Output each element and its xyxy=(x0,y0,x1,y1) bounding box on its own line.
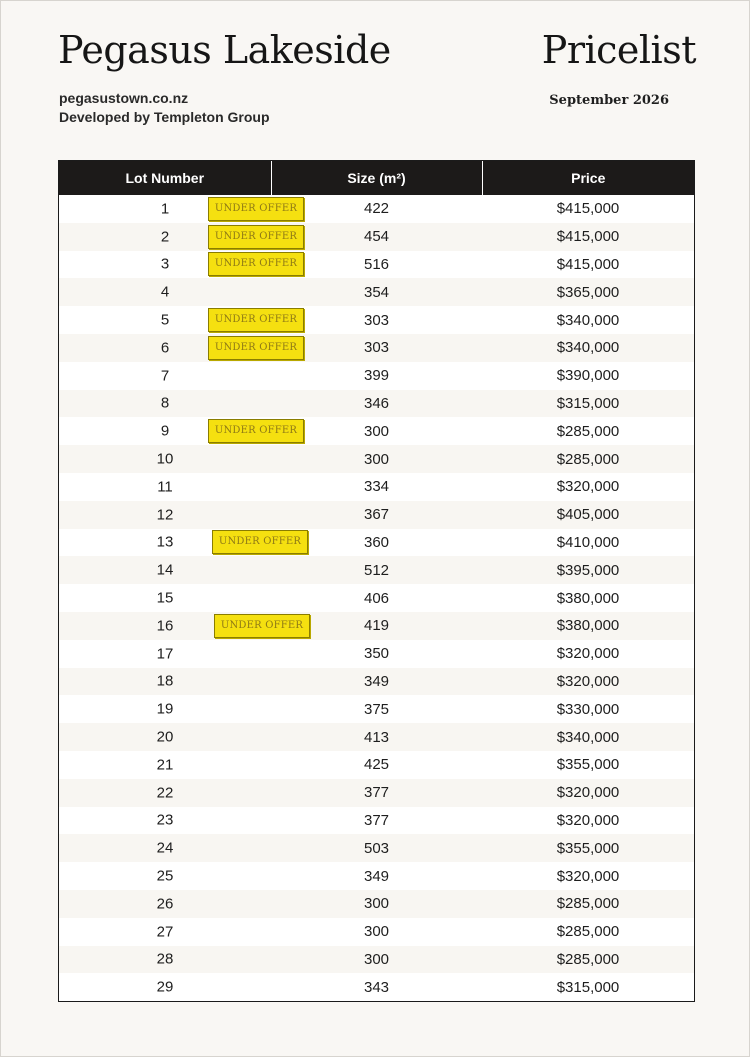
size-cell: 350 xyxy=(271,640,482,668)
table-row xyxy=(59,501,694,529)
under-offer-badge: UNDER OFFER xyxy=(208,336,304,360)
size-cell: 334 xyxy=(271,473,482,501)
lot-number: 12 xyxy=(156,506,174,524)
lot-number: 18 xyxy=(156,672,174,690)
lot-number-cell xyxy=(59,223,298,251)
table-row xyxy=(59,334,694,362)
lot-number-cell xyxy=(59,362,271,390)
price-cell: $380,000 xyxy=(482,584,694,612)
price-cell: $320,000 xyxy=(482,779,694,807)
price-cell: $320,000 xyxy=(482,473,694,501)
table-row xyxy=(59,918,694,946)
lot-number: 29 xyxy=(156,978,174,996)
price-cell: $315,000 xyxy=(482,973,694,1001)
size-cell: 454 xyxy=(271,223,482,251)
lot-number-cell xyxy=(59,529,302,557)
size-cell: 303 xyxy=(271,306,482,334)
lot-number-cell xyxy=(59,890,271,918)
price-cell: $410,000 xyxy=(482,529,694,557)
lot-number-cell xyxy=(59,946,271,974)
size-cell: 419 xyxy=(271,612,482,640)
under-offer-badge: UNDER OFFER xyxy=(208,252,304,276)
lot-number: 5 xyxy=(160,311,170,329)
lot-number: 22 xyxy=(156,784,174,802)
price-cell: $365,000 xyxy=(482,278,694,306)
lot-number: 7 xyxy=(160,367,170,385)
lot-number-cell xyxy=(59,723,271,751)
lot-number-cell xyxy=(59,695,271,723)
lot-number: 27 xyxy=(156,923,174,941)
website-text: pegasustown.co.nz xyxy=(59,90,189,106)
size-cell: 300 xyxy=(271,918,482,946)
table-row xyxy=(59,779,694,807)
size-cell: 512 xyxy=(271,556,482,584)
lot-number-cell xyxy=(59,195,298,223)
lot-number: 11 xyxy=(157,478,173,496)
price-cell: $340,000 xyxy=(482,723,694,751)
table-header xyxy=(59,161,694,195)
size-cell: 346 xyxy=(271,390,482,418)
price-cell: $340,000 xyxy=(482,306,694,334)
lot-number: 10 xyxy=(156,450,174,468)
lot-number-cell xyxy=(59,334,298,362)
column-header-size: Size (m²) xyxy=(271,161,482,195)
lot-number: 14 xyxy=(156,561,174,579)
price-cell: $315,000 xyxy=(482,390,694,418)
table-body xyxy=(59,195,694,1001)
under-offer-badge: UNDER OFFER xyxy=(208,419,304,443)
lot-number-cell xyxy=(59,501,271,529)
size-cell: 300 xyxy=(271,890,482,918)
date-text: September 2026 xyxy=(549,93,669,108)
size-cell: 300 xyxy=(271,946,482,974)
column-header-price: Price xyxy=(482,161,694,195)
table-row xyxy=(59,417,694,445)
lot-number: 1 xyxy=(160,200,170,218)
table-row xyxy=(59,807,694,835)
lot-number: 28 xyxy=(156,950,174,968)
lot-number-cell xyxy=(59,668,271,696)
price-cell: $320,000 xyxy=(482,640,694,668)
lot-number: 3 xyxy=(160,255,170,273)
lot-number: 8 xyxy=(160,394,170,412)
price-cell: $285,000 xyxy=(482,918,694,946)
table-row xyxy=(59,223,694,251)
price-cell: $355,000 xyxy=(482,751,694,779)
price-cell: $390,000 xyxy=(482,362,694,390)
lot-number-cell xyxy=(59,251,298,279)
lot-number-cell xyxy=(59,862,271,890)
lot-number: 26 xyxy=(156,895,174,913)
pricelist-table xyxy=(59,161,694,1001)
size-cell: 300 xyxy=(271,445,482,473)
price-cell: $320,000 xyxy=(482,862,694,890)
lot-number-cell xyxy=(59,918,271,946)
size-cell: 422 xyxy=(271,195,482,223)
lot-number-cell xyxy=(59,584,271,612)
lot-number: 19 xyxy=(156,700,174,718)
under-offer-badge: UNDER OFFER xyxy=(208,225,304,249)
size-cell: 349 xyxy=(271,668,482,696)
size-cell: 503 xyxy=(271,834,482,862)
lot-number-cell xyxy=(59,445,271,473)
size-cell: 399 xyxy=(271,362,482,390)
lot-number: 23 xyxy=(156,811,174,829)
lot-number: 20 xyxy=(156,728,174,746)
table-row xyxy=(59,390,694,418)
price-cell: $380,000 xyxy=(482,612,694,640)
pricelist-table-container xyxy=(58,160,695,1002)
price-cell: $355,000 xyxy=(482,834,694,862)
price-cell: $285,000 xyxy=(482,946,694,974)
lot-number: 13 xyxy=(156,533,174,551)
table-row xyxy=(59,362,694,390)
price-cell: $285,000 xyxy=(482,890,694,918)
price-cell: $330,000 xyxy=(482,695,694,723)
table-row xyxy=(59,695,694,723)
lot-number-cell xyxy=(59,306,298,334)
lot-number-cell xyxy=(59,390,271,418)
size-cell: 354 xyxy=(271,278,482,306)
table-row xyxy=(59,584,694,612)
price-cell: $395,000 xyxy=(482,556,694,584)
price-cell: $285,000 xyxy=(482,417,694,445)
lot-number-cell xyxy=(59,779,271,807)
pricelist-title: Pricelist xyxy=(541,28,696,72)
table-row xyxy=(59,529,694,557)
price-cell: $320,000 xyxy=(482,668,694,696)
table-row xyxy=(59,445,694,473)
under-offer-badge: UNDER OFFER xyxy=(208,197,304,221)
lot-number: 15 xyxy=(156,589,174,607)
table-row xyxy=(59,751,694,779)
table-row xyxy=(59,640,694,668)
table-row xyxy=(59,612,694,640)
lot-number-cell xyxy=(59,751,271,779)
table-row xyxy=(59,278,694,306)
table-row xyxy=(59,834,694,862)
price-cell: $415,000 xyxy=(482,223,694,251)
lot-number-cell xyxy=(59,556,271,584)
price-cell: $415,000 xyxy=(482,195,694,223)
under-offer-badge: UNDER OFFER xyxy=(208,308,304,332)
price-cell: $405,000 xyxy=(482,501,694,529)
developer-text: Developed by Templeton Group xyxy=(59,109,270,125)
table-row xyxy=(59,723,694,751)
lot-number-cell xyxy=(59,973,271,1001)
price-cell: $415,000 xyxy=(482,251,694,279)
price-cell: $340,000 xyxy=(482,334,694,362)
lot-number-cell xyxy=(59,834,271,862)
size-cell: 425 xyxy=(271,751,482,779)
lot-number-cell xyxy=(59,417,298,445)
under-offer-badge: UNDER OFFER xyxy=(214,614,310,638)
lot-number: 17 xyxy=(156,645,174,663)
lot-number-cell xyxy=(59,278,271,306)
size-cell: 377 xyxy=(271,779,482,807)
size-cell: 406 xyxy=(271,584,482,612)
development-title: Pegasus Lakeside xyxy=(58,28,391,72)
size-cell: 303 xyxy=(271,334,482,362)
lot-number: 25 xyxy=(156,867,174,885)
lot-number: 9 xyxy=(160,422,170,440)
size-cell: 375 xyxy=(271,695,482,723)
lot-number: 21 xyxy=(156,756,174,774)
table-row xyxy=(59,195,694,223)
lot-number: 4 xyxy=(160,283,170,301)
table-row xyxy=(59,973,694,1001)
under-offer-badge: UNDER OFFER xyxy=(212,530,308,554)
header-row xyxy=(59,161,694,195)
lot-number-cell xyxy=(59,807,271,835)
table-row xyxy=(59,306,694,334)
lot-number: 2 xyxy=(160,228,170,246)
table-row xyxy=(59,556,694,584)
size-cell: 360 xyxy=(271,529,482,557)
size-cell: 349 xyxy=(271,862,482,890)
size-cell: 516 xyxy=(271,251,482,279)
size-cell: 413 xyxy=(271,723,482,751)
size-cell: 300 xyxy=(271,417,482,445)
price-cell: $285,000 xyxy=(482,445,694,473)
table-row xyxy=(59,473,694,501)
lot-number-cell xyxy=(59,473,271,501)
size-cell: 377 xyxy=(271,807,482,835)
table-row xyxy=(59,862,694,890)
lot-number: 16 xyxy=(156,617,174,635)
price-cell: $320,000 xyxy=(482,807,694,835)
lot-number: 24 xyxy=(156,839,174,857)
size-cell: 343 xyxy=(271,973,482,1001)
lot-number-cell xyxy=(59,640,271,668)
column-header-lot: Lot Number xyxy=(59,161,271,195)
lot-number-cell xyxy=(59,612,304,640)
lot-number: 6 xyxy=(160,339,170,357)
table-row xyxy=(59,890,694,918)
size-cell: 367 xyxy=(271,501,482,529)
table-row xyxy=(59,946,694,974)
table-row xyxy=(59,668,694,696)
table-row xyxy=(59,251,694,279)
